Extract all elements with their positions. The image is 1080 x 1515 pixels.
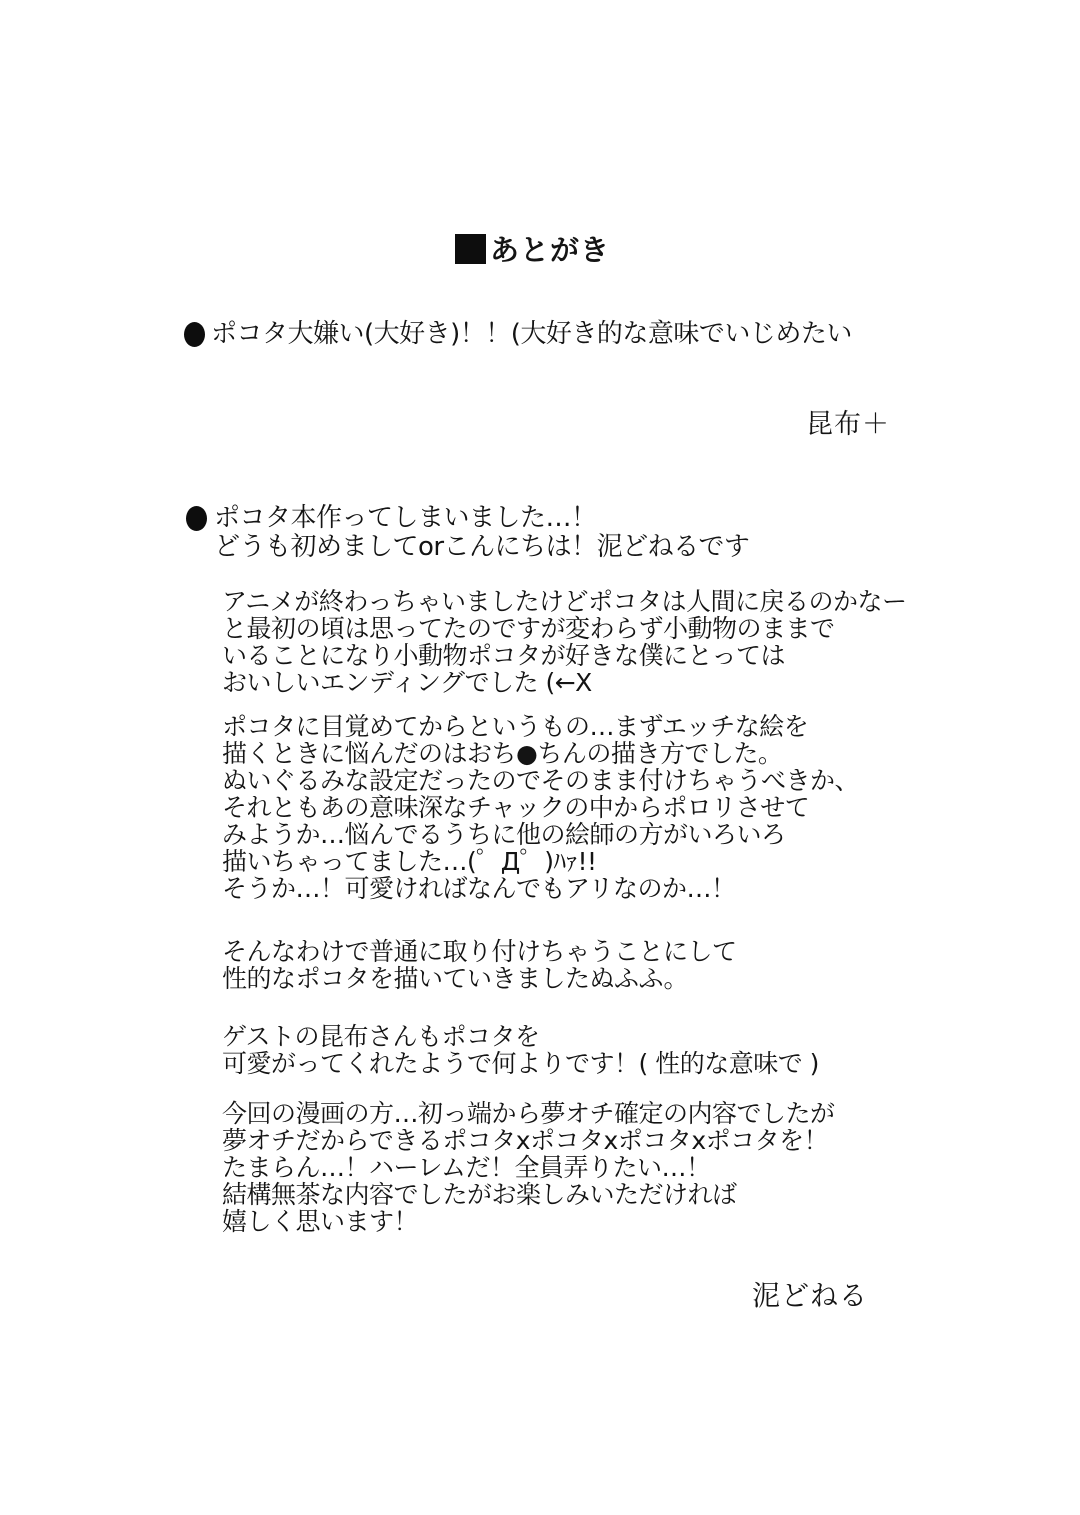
text-line: 今回の漫画の方…初っ端から夢オチ確定の内容でしたが <box>222 1099 835 1128</box>
text-line: みようか…悩んでるうちに他の絵師の方がいろいろ <box>222 820 786 849</box>
text-line: そうか…！可愛ければなんでもアリなのか…！ <box>222 874 736 903</box>
text-line: 結構無茶な内容でしたがお楽しみいただければ <box>222 1180 737 1209</box>
text-line: 可愛がってくれたようで何よりです！( 性的な意味で ) <box>222 1049 819 1078</box>
text-line: おいしいエンディングでした (←X <box>222 668 592 697</box>
text-line: それともあの意味深なチャックの中からポロリさせて <box>222 793 810 822</box>
text-line: ポコタに目覚めてからというもの…まずエッチな絵を <box>222 712 809 741</box>
paragraph-manga-comment <box>222 1100 835 1235</box>
text-line: いることになり小動物ポコタが好きな僕にとっては <box>222 641 786 670</box>
paragraph-decision <box>222 938 737 992</box>
guest-note-text: ポコタ大嫌い(大好き)！！(大好き的な意味でいじめたい <box>211 319 852 349</box>
paragraph-drawing-dilemma <box>222 713 859 902</box>
text-line: 描くときに悩んだのはおち●ちんの描き方でした。 <box>222 739 783 768</box>
text-line: アニメが終わっちゃいましたけどポコタは人間に戻るのかなー <box>222 587 907 616</box>
text-line: 描いちゃってました…(゜Д゜)ﾊｧ!! <box>222 847 597 876</box>
text-line: ゲストの昆布さんもポコタを <box>222 1022 540 1051</box>
text-line: 夢オチだからできるポコタxポコタxポコタxポコタを！ <box>222 1126 829 1155</box>
author-signature: 泥どねる <box>752 1279 869 1312</box>
guest-note <box>184 320 852 349</box>
page-title-text: あとがき <box>490 233 611 267</box>
text-line: どうも初めましてorこんにちは！泥どねるです <box>214 532 750 562</box>
page-title <box>455 228 610 269</box>
circle-bullet-icon <box>186 506 207 531</box>
text-line: 嬉しく思います！ <box>222 1207 419 1236</box>
text-line: 性的なポコタを描いていきましたぬふふ。 <box>222 964 689 993</box>
text-line: と最初の頃は思ってたのですが変わらず小動物のままで <box>222 614 835 643</box>
text-line: ぬいぐるみな設定だったのでそのまま付けちゃうべきか、 <box>222 766 860 795</box>
paragraph-anime-ending <box>222 588 907 696</box>
paragraph-guest-thanks <box>222 1023 819 1077</box>
text-line: ポコタ本作ってしまいました…！ <box>214 503 597 533</box>
text-line: たまらん…！ハーレムだ！全員弄りたい…！ <box>222 1153 711 1182</box>
guest-credit: 昆布＋ <box>806 409 890 440</box>
circle-bullet-icon <box>184 322 205 347</box>
author-note-text <box>214 504 749 562</box>
text-line: そんなわけで普通に取り付けちゃうことにして <box>222 937 737 966</box>
author-note <box>186 504 749 562</box>
square-marker-icon <box>455 234 486 264</box>
